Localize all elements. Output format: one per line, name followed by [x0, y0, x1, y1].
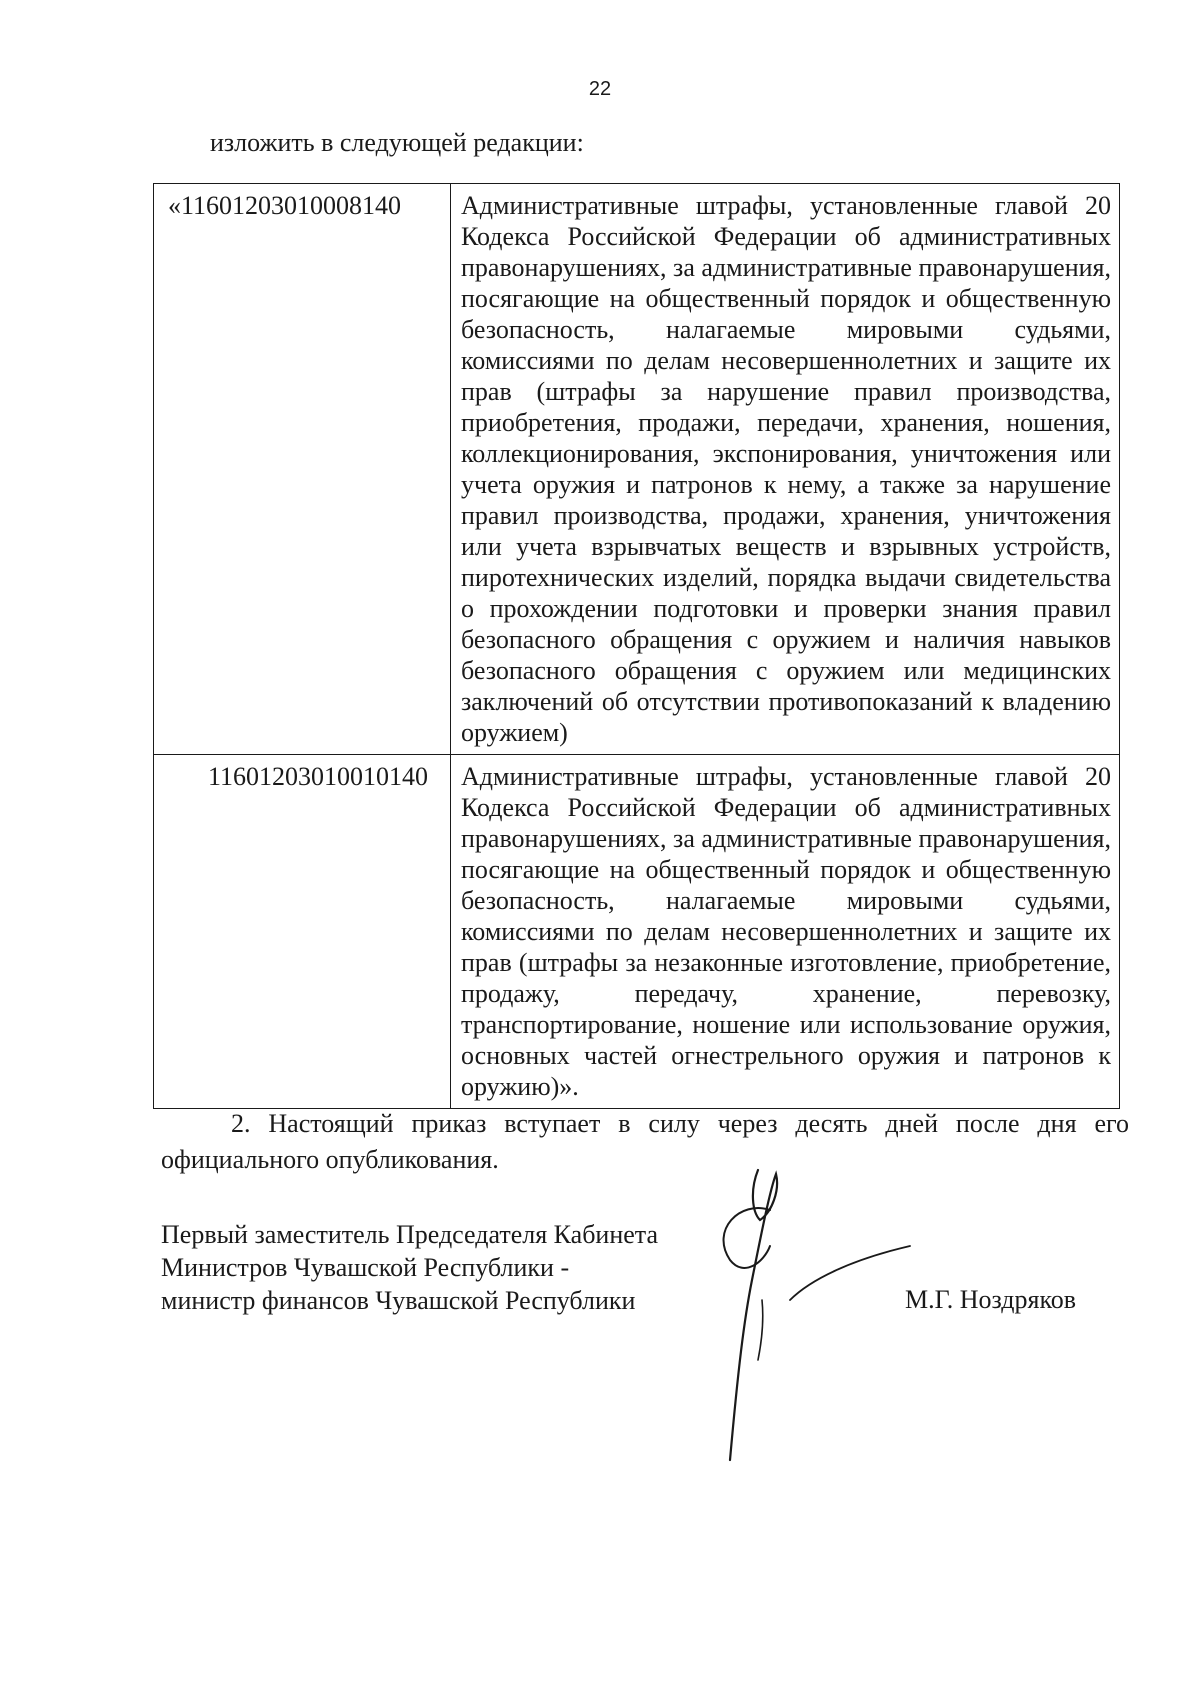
signer-position-line: Министров Чувашской Республики -: [161, 1253, 570, 1282]
signer-position: [161, 1218, 658, 1317]
signer-position-line: министр финансов Чувашской Республики: [161, 1286, 636, 1315]
intro-text: изложить в следующей редакции:: [210, 128, 584, 157]
table-row: [154, 184, 1120, 755]
signature-stroke-tail: [758, 1300, 763, 1360]
budget-codes-table: [153, 183, 1120, 1109]
code-cell: 11601203010010140: [154, 755, 451, 1109]
table-row: [154, 755, 1120, 1109]
description-cell: Административные штрафы, установленные главой 20 Кодекса Российской Федерации об административных правонарушениях, за административные правонарушения, посягающие на общественный порядок и общественную безопасность, налагаемые мировыми судьями, комиссиями по делам несовершеннолетних и защите их прав (штрафы за незаконные изготовление, приобретение, продажу, передачу, хранение, перевозку, транспортирование, ношение или использование оружия, основных частей огнестрельного оружия и патронов к оружию)».: [451, 755, 1120, 1109]
signer-position-line: Первый заместитель Председателя Кабинета: [161, 1220, 659, 1249]
code-cell: «11601203010008140: [154, 184, 451, 755]
signature-stroke-flourish: [790, 1246, 910, 1300]
paragraph-2: 2. Настоящий приказ вступает в силу через десять дней после дня его официального опубликования.: [161, 1109, 1129, 1174]
signer-name: М.Г. Ноздряков: [905, 1285, 1077, 1314]
page-number: 22: [588, 78, 612, 100]
description-cell: Административные штрафы, установленные главой 20 Кодекса Российской Федерации об административных правонарушениях, за административные правонарушения, посягающие на общественный порядок и общественную безопасность, налагаемые мировыми судьями, комиссиями по делам несовершеннолетних и защите их прав (штрафы за нарушение правил производства, приобретения, продажи, передачи, хранения, ношения, коллекционирования, экспонирования, уничтожения или учета оружия и патронов к нему, а также за нарушение правил производства, продажи, хранения, уничтожения или учета взрывчатых веществ и взрывных устройств, пиротехнических изделий, порядка выдачи свидетельства о прохождении подготовки и проверки знания правил безопасного обращения с оружием и наличия навыков безопасного обращения с оружием или медицинских заключений об отсутствии противопоказаний к владению оружием): [451, 184, 1120, 755]
